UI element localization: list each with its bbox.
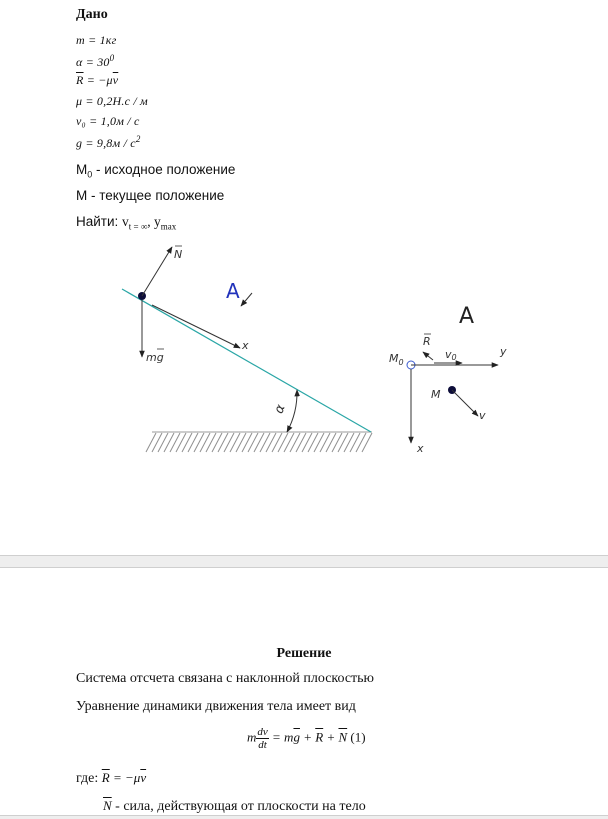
dynamics-equation: m $\frac{dv}{dt}$ = $m\overline{g} + \overline{R} + \overline{N}$ (1) [247, 726, 366, 751]
page-bottom-edge [0, 815, 608, 819]
moving-point-label: M [431, 388, 441, 401]
normal-force-label: N [174, 248, 183, 261]
view-a-label: A [226, 279, 240, 303]
normal-force-description: $\overline{N}$ - сила, действующая от плоскости на тело [103, 798, 366, 814]
where-line: где: $\overline{R} = -\mu\overline{v}$ [76, 770, 147, 786]
solution-heading: Решение [276, 646, 332, 661]
given-v0: v₀ = 1,0м / с [76, 114, 140, 128]
given-resistance: $\overline{R} = -\mu\overline{v}$ [76, 73, 119, 87]
page-2 [0, 568, 608, 819]
resistance-arrow [423, 352, 433, 360]
resistance-label: R [423, 335, 431, 348]
m0-label: $M_0$ [389, 352, 404, 367]
x-axis-label: x [242, 339, 249, 352]
current-position-text: M - текущее положение [76, 188, 225, 203]
find-text: Найти: $v_{t = \infty}$, $y_{max}$ [76, 214, 177, 232]
solution-line-1: Система отсчета связана с наклонной плоскостью [76, 671, 375, 686]
given-g: $g = 9,8м / с^2$ [76, 134, 141, 150]
angle-label: α [271, 402, 289, 416]
given-mu: μ = 0,2Н.с / м [76, 94, 148, 108]
initial-position-text: $M_0$ - исходное положение [76, 162, 236, 180]
page-separator [0, 555, 608, 568]
y-axis-label: y [500, 345, 507, 358]
solution-line-2: Уравнение динамики движения тела имеет вид [76, 699, 356, 714]
given-heading: Дано [76, 7, 108, 22]
velocity-arrow [452, 390, 478, 416]
view-a-title: A [459, 304, 475, 329]
x-axis-label-2: x [417, 442, 424, 455]
given-angle: $\alpha = 30^0$ [76, 53, 115, 69]
given-mass: m = 1кг [76, 33, 117, 47]
velocity-label: v [479, 409, 486, 422]
initial-velocity-label: v0 [445, 348, 457, 362]
gravity-label: mg [146, 351, 164, 364]
